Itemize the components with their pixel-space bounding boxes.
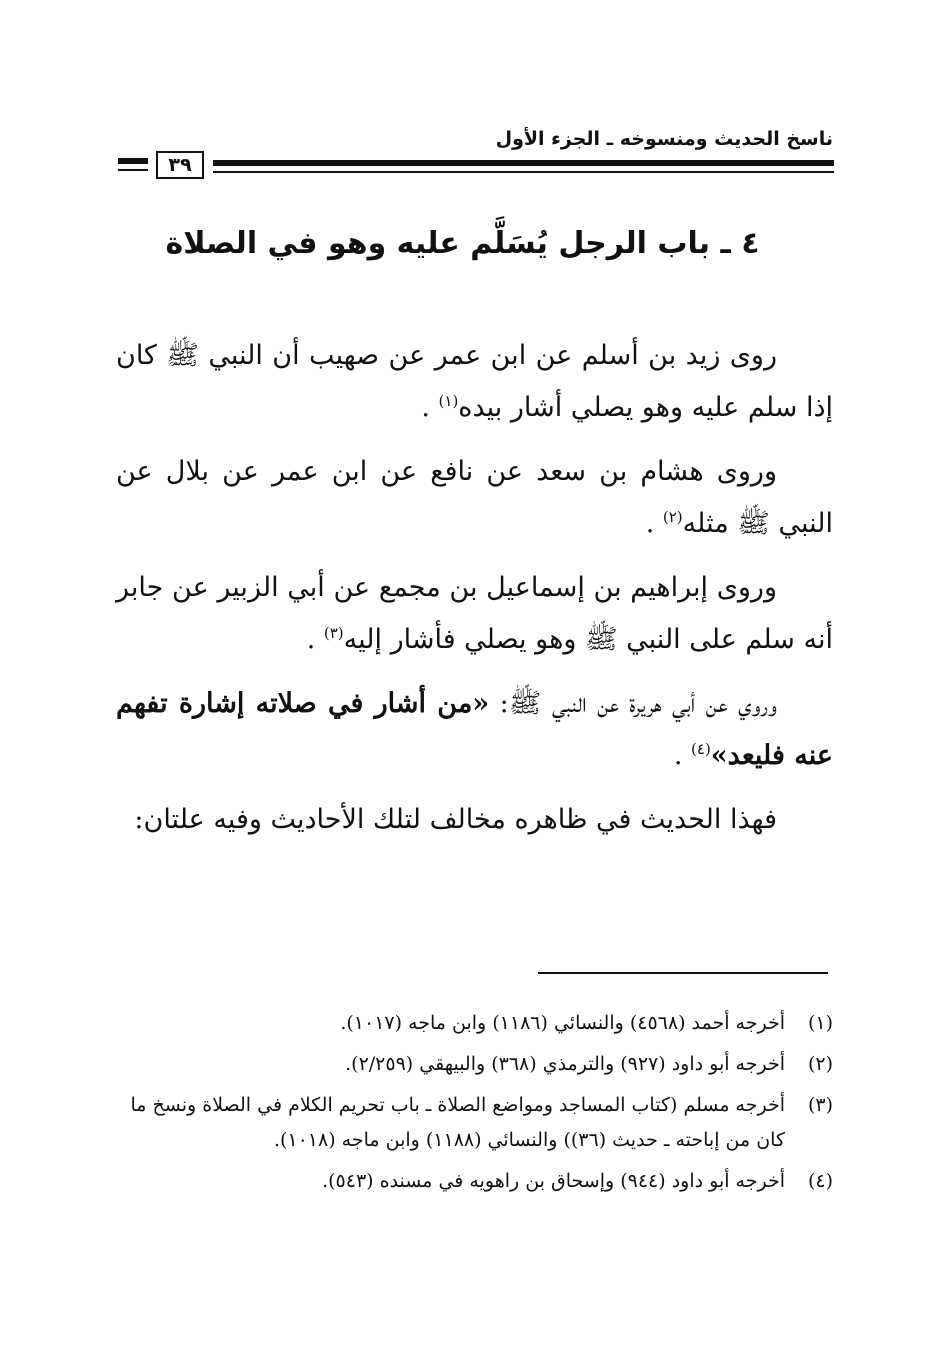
page-number: ٣٩ — [156, 151, 204, 179]
footnote-text: أخرجه أبو داود (٩٤٤) وإسحاق بن راهويه في مسنده (٥٤٣). — [322, 1170, 785, 1192]
footnote-ref: (٤) — [691, 740, 711, 758]
header-rule-thick — [213, 160, 834, 166]
paragraph — [116, 794, 833, 846]
footnote-separator — [538, 972, 828, 974]
footnote — [116, 1047, 833, 1082]
header-rule-thin — [213, 171, 834, 173]
footnote-number: (٤) — [807, 1170, 833, 1192]
paragraph — [116, 446, 833, 550]
footnote-ref: (٢) — [662, 508, 683, 526]
footnote-number: (٢) — [807, 1053, 833, 1075]
paragraph-end: . — [673, 740, 692, 771]
paragraph-end: . — [421, 392, 439, 423]
body-text — [116, 330, 833, 858]
footnote-ref: (٣) — [323, 624, 344, 642]
header-rule-end-thin — [118, 169, 148, 171]
footnote — [116, 1088, 833, 1158]
chapter-title: ٤ ـ باب الرجل يُسَلَّم عليه وهو في الصلاة — [165, 226, 760, 261]
paragraph-end: . — [306, 624, 324, 655]
paragraph-text: فهذا الحديث في ظاهره مخالف لتلك الأحاديث وفيه علتان: — [134, 804, 777, 835]
footnote-text: أخرجه مسلم (كتاب المساجد ومواضع الصلاة ـ باب تحريم الكلام في الصلاة ونسخ ما كان من إباحته ـ حديث (٣٦)) والنسائي (١١٨٨) وابن ماجه (١٠١٨). — [130, 1094, 785, 1151]
paragraph-text: وروي عن أبي هريرة عن النبي ﷺ: — [489, 688, 777, 719]
paragraph — [116, 330, 833, 434]
footnote-ref: (١) — [438, 392, 459, 410]
footnote — [116, 1006, 833, 1041]
footnote-text: أخرجه أبو داود (٩٢٧) والترمذي (٣٦٨) والبيهقي (٢/٢٥٩). — [345, 1053, 785, 1075]
paragraph — [116, 562, 833, 666]
footnote-text: أخرجه أحمد (٤٥٦٨) والنسائي (١١٨٦) وابن ماجه (١٠١٧). — [340, 1012, 785, 1034]
paragraph — [116, 678, 833, 782]
paragraph-text: وروى إبراهيم بن إسماعيل بن مجمع عن أبي الزبير عن جابر أنه سلم على النبي ﷺ وهو يصلي فأشار إليه — [116, 572, 833, 655]
paragraph-text: روى زيد بن أسلم عن ابن عمر عن صهيب أن النبي ﷺ كان إذا سلم عليه وهو يصلي أشار بيده — [116, 340, 833, 423]
hadith-quote: «من أشار في صلاته إشارة تفهم عنه فليعد» — [116, 688, 833, 771]
running-title: ناسخ الحديث ومنسوخه ـ الجزء الأول — [495, 128, 833, 150]
footnote — [116, 1164, 833, 1199]
footnotes — [116, 1006, 833, 1205]
header-rule-end-thick — [118, 158, 148, 164]
paragraph-end: . — [645, 508, 663, 539]
footnote-number: (٣) — [807, 1094, 833, 1116]
footnote-number: (١) — [807, 1012, 833, 1034]
paragraph-text: وروى هشام بن سعد عن نافع عن ابن عمر عن بلال عن النبي ﷺ مثله — [116, 456, 833, 539]
